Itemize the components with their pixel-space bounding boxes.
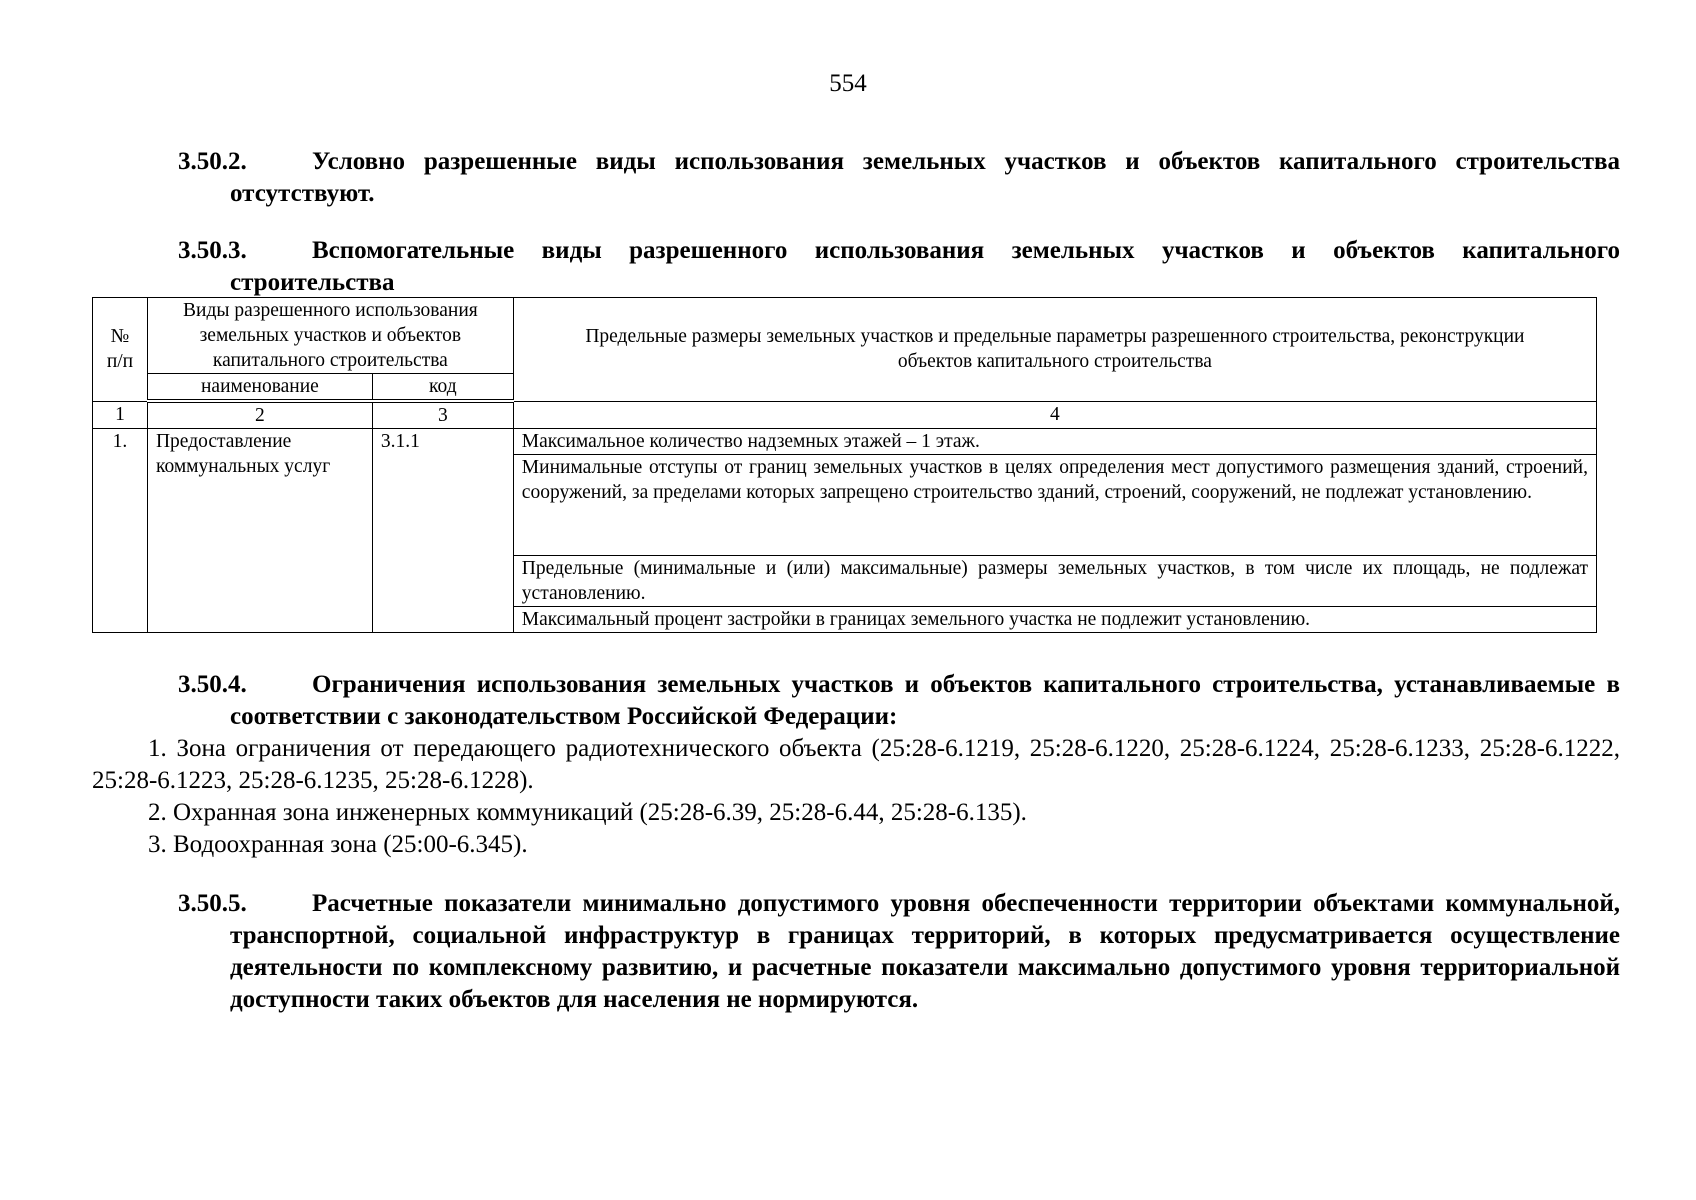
section-3-50-2	[178, 146, 1620, 210]
col-number-3: 3	[372, 401, 513, 429]
header-limits: Предельные размеры земельных участков и предельные параметры разрешенного строительства, реконструкции объектов капитального строительства	[513, 298, 1596, 402]
section-number: 3.50.4.	[178, 671, 247, 698]
restriction-item-3	[92, 829, 1620, 861]
header-code: код	[372, 374, 513, 402]
section-text: Вспомогательные виды разрешенного использования земельных участков и объектов капитального строительства	[230, 237, 1620, 296]
section-3-50-3	[178, 235, 1620, 299]
row-num: 1.	[93, 429, 148, 633]
parameters-table	[92, 297, 1597, 633]
section-text: Условно разрешенные виды использования земельных участков и объектов капитального строительства отсутствуют.	[230, 148, 1620, 207]
restriction-text: 3. Водоохранная зона (25:00-6.345).	[148, 831, 528, 858]
restriction-item-1	[92, 733, 1620, 797]
restriction-item-2	[92, 797, 1620, 829]
section-3-50-5	[178, 888, 1620, 1016]
header-name: наименование	[147, 374, 372, 402]
section-text: Ограничения использования земельных участков и объектов капитального строительства, устанавливаемые в соответствии с законодательством Российской Федерации:	[230, 671, 1620, 730]
page-number: 554	[829, 70, 867, 97]
restriction-text: 1. Зона ограничения от передающего радиотехнического объекта (25:28-6.1219, 25:28-6.1220, 25:28-6.1224, 25:28-6.1233, 25:28-6.1222, 25:28-6.1223, 25:28-6.1235, 25:28-6.1228).	[92, 735, 1620, 794]
section-number: 3.50.3.	[178, 237, 247, 264]
section-number: 3.50.5.	[178, 890, 247, 917]
param-setbacks: Минимальные отступы от границ земельных участков в целях определения мест допустимого размещения зданий, строений, сооружений, за пределами которых запрещено строительство зданий, строений, сооружений, не подлежат установлению.	[513, 455, 1596, 556]
table-row	[93, 429, 1597, 455]
param-floors: Максимальное количество надземных этажей – 1 этаж.	[513, 429, 1596, 455]
section-3-50-4	[178, 669, 1620, 733]
col-number-2: 2	[147, 401, 372, 429]
col-number-4: 4	[513, 401, 1596, 429]
param-coverage: Максимальный процент застройки в границах земельного участка не подлежит установлению.	[513, 607, 1596, 633]
header-num: № п/п	[93, 298, 148, 402]
param-plot-size: Предельные (минимальные и (или) максимальные) размеры земельных участков, в том числе их площадь, не подлежат установлению.	[513, 556, 1596, 607]
col-number-1: 1	[93, 401, 148, 429]
row-code: 3.1.1	[372, 429, 513, 633]
row-name: Предоставление коммунальных услуг	[147, 429, 372, 633]
section-text: Расчетные показатели минимально допустимого уровня обеспеченности территории объектами коммунальной, транспортной, социальной инфраструктур в границах территорий, в которых предусматривается осуществление деятельности по комплексному развитию, и расчетные показатели максимально допустимого уровня территориальной доступности таких объектов для населения не нормируются.	[230, 890, 1620, 1013]
restriction-text: 2. Охранная зона инженерных коммуникаций (25:28-6.39, 25:28-6.44, 25:28-6.135).	[148, 799, 1027, 826]
header-kinds: Виды разрешенного использования земельных участков и объектов капитального строительства	[147, 298, 513, 374]
section-number: 3.50.2.	[178, 148, 247, 175]
